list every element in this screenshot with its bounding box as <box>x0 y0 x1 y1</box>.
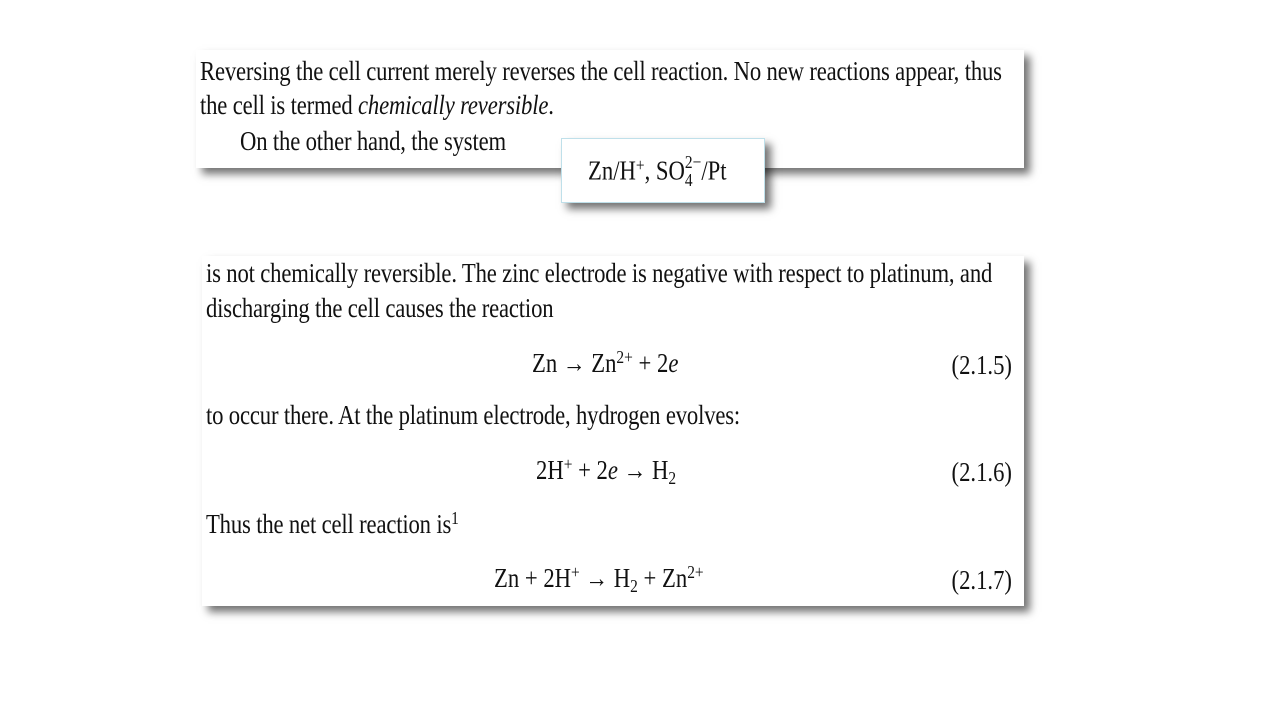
paragraph-line-6: to occur there. At the platinum electrode, hydrogen evolves: <box>206 400 741 430</box>
paragraph-line-3: On the other hand, the system <box>240 126 506 156</box>
formula-text: Zn/H+, SO 2− 4 /Pt <box>588 152 727 191</box>
bottom-text-panel <box>202 256 1024 606</box>
italic-term: chemically reversible <box>358 90 549 120</box>
equation-2-1-7: $Zn + 2H^+ \to H_2 + Zn^{2+}$ <box>494 562 704 597</box>
paragraph-line-4: is not chemically reversible. The zinc electrode is negative with respect to platinum, and <box>206 258 993 288</box>
footnote-marker: 1 <box>451 508 459 529</box>
equation-number-2-1-5: (2.1.5) <box>951 350 1012 380</box>
paragraph-line-7: Thus the net cell reaction $is^1$ <box>206 508 459 539</box>
equation-2-1-6: $2H^+ + 2e \to H_2$ <box>536 454 677 489</box>
equation-number-2-1-6: (2.1.6) <box>951 457 1012 487</box>
paragraph-line-1: Reversing the cell current merely reverses the cell reaction. No new reactions appear, thus <box>200 56 1002 86</box>
paragraph-line-5: discharging the cell causes the reaction <box>206 293 554 323</box>
paragraph-line-2: the cell is termed chemically reversible. <box>200 90 554 120</box>
cell-system-formula <box>561 138 765 203</box>
equation-2-1-5: $Zn \to Zn^{2+} + 2e$ <box>532 347 679 378</box>
equation-number-2-1-7: (2.1.7) <box>951 565 1012 595</box>
